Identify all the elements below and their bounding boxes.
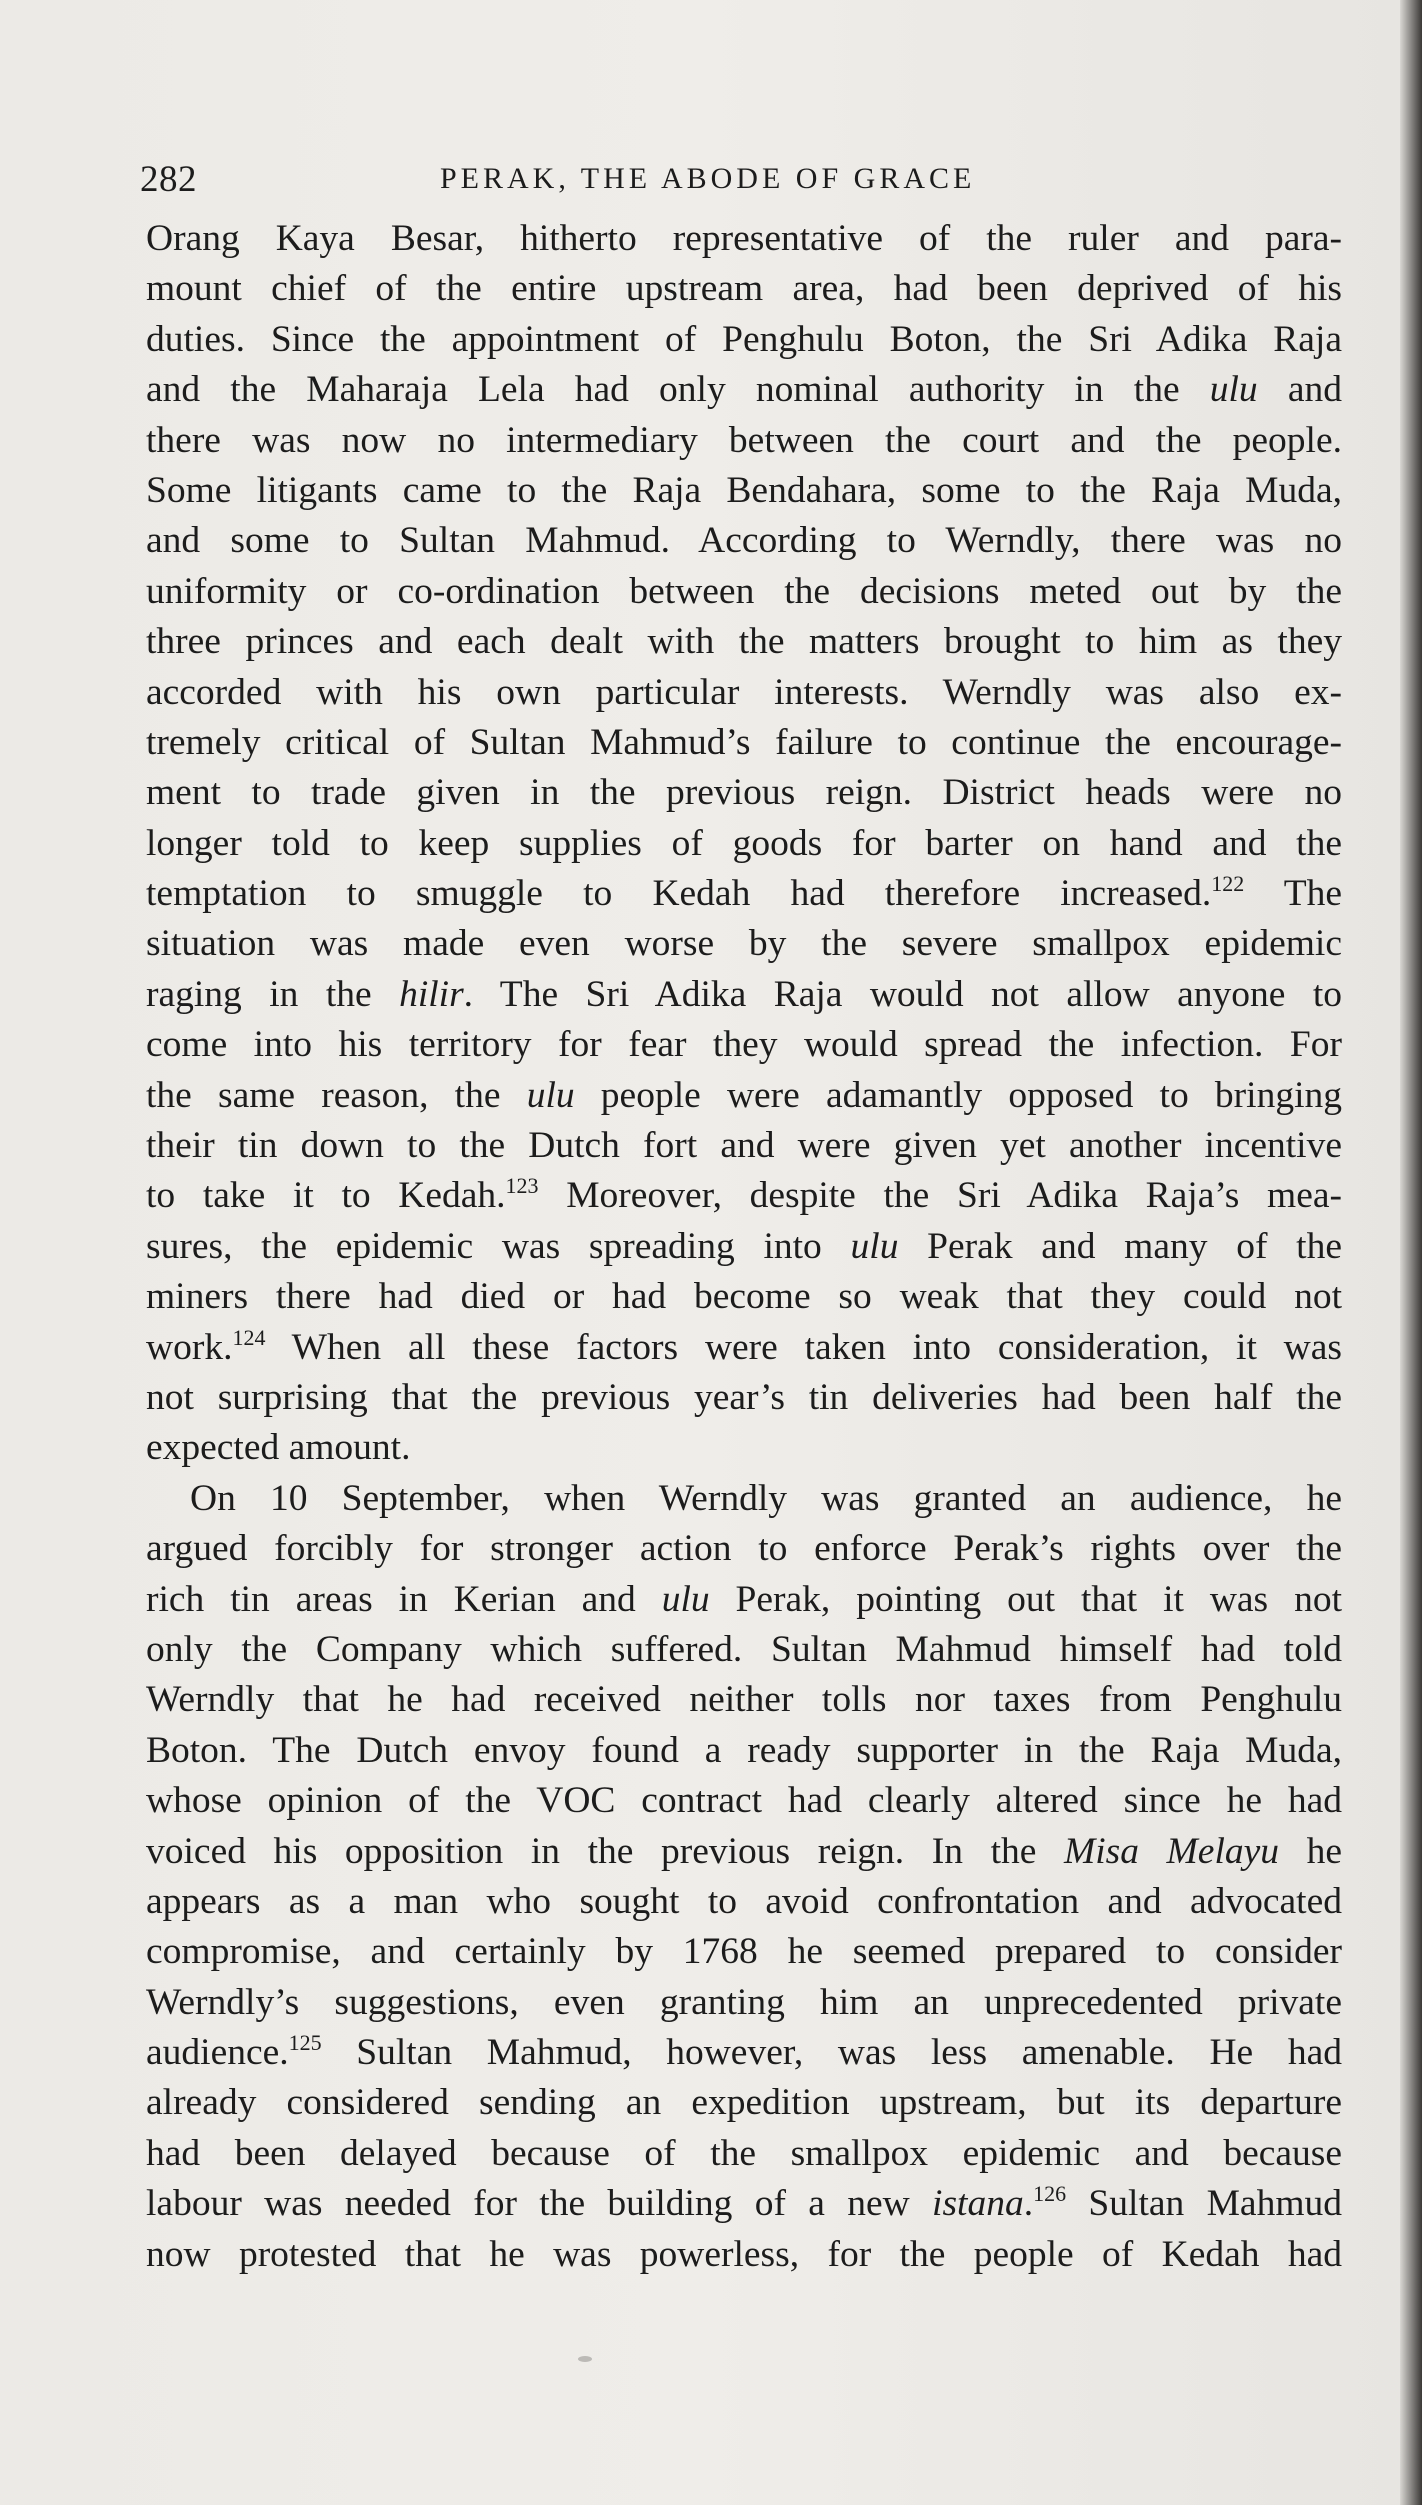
text-segment: their tin down to the Dutch fort and were given yet another incentive xyxy=(146,1125,1342,1167)
text-segment: Some litigants came to the Raja Bendahara, some to the Raja Muda, xyxy=(146,469,1342,511)
text-segment: Perak, pointing out that it was not xyxy=(709,1578,1342,1620)
italic-term: hilir xyxy=(399,973,464,1015)
text-segment: . The Sri Adika Raja would not allow anyone to xyxy=(463,973,1342,1015)
text-segment: On 10 September, when Werndly was granted an audience, he xyxy=(190,1477,1342,1519)
text-line xyxy=(146,2028,1342,2078)
text-line xyxy=(146,2129,1342,2179)
text-line xyxy=(146,768,1342,818)
text-segment: whose opinion of the VOC contract had clearly altered since he had xyxy=(146,1780,1342,1822)
footnote-marker: 122 xyxy=(1211,871,1245,897)
text-segment: Werndly’s suggestions, even granting him an unprecedented private xyxy=(146,1981,1342,2023)
text-segment: Moreover, despite the Sri Adika Raja’s mea- xyxy=(538,1175,1342,1217)
text-line xyxy=(146,718,1342,768)
text-segment: longer told to keep supplies of goods for barter on hand and the xyxy=(146,822,1342,864)
text-segment: work. xyxy=(146,1326,233,1368)
text-segment: already considered sending an expedition upstream, but its departure xyxy=(146,2082,1342,2124)
text-line xyxy=(146,2230,1342,2280)
text-line xyxy=(146,1726,1342,1776)
text-line xyxy=(146,869,1342,919)
footnote-marker: 124 xyxy=(232,1324,266,1350)
text-line xyxy=(146,416,1342,466)
text-segment: situation was made even worse by the severe smallpox epidemic xyxy=(146,923,1342,965)
text-segment: ment to trade given in the previous reign. District heads were no xyxy=(146,772,1342,814)
italic-term: ulu xyxy=(850,1225,899,1267)
text-segment: and some to Sultan Mahmud. According to Werndly, there was no xyxy=(146,520,1342,562)
text-segment: labour was needed for the building of a new xyxy=(146,2183,933,2225)
text-line xyxy=(146,567,1342,617)
running-head: PERAK, THE ABODE OF GRACE xyxy=(440,162,976,195)
text-segment: only the Company which suffered. Sultan Mahmud himself had told xyxy=(146,1628,1342,1670)
text-segment: Werndly that he had received neither tolls nor taxes from Penghulu xyxy=(146,1679,1342,1721)
text-segment: The xyxy=(1244,873,1342,915)
text-segment: expected amount. xyxy=(146,1427,411,1469)
text-line xyxy=(146,1877,1342,1927)
text-line xyxy=(146,919,1342,969)
text-segment: to take it to Kedah. xyxy=(146,1175,506,1217)
text-line xyxy=(146,1575,1342,1625)
text-segment: compromise, and certainly by 1768 he seemed prepared to consider xyxy=(146,1931,1342,1973)
footnote-marker: 126 xyxy=(1033,2181,1067,2207)
italic-term: ulu xyxy=(1209,369,1258,411)
text-line xyxy=(146,315,1342,365)
text-line xyxy=(146,1827,1342,1877)
text-line xyxy=(146,819,1342,869)
text-line xyxy=(146,214,1342,264)
footnote-marker: 123 xyxy=(505,1173,539,1199)
text-line xyxy=(146,1423,1342,1473)
text-segment: there was now no intermediary between the court and the people. xyxy=(146,419,1342,461)
text-segment: sures, the epidemic was spreading into xyxy=(146,1225,851,1267)
italic-term: Misa Melayu xyxy=(1063,1830,1280,1872)
text-segment: Boton. The Dutch envoy found a ready supporter in the Raja Muda, xyxy=(146,1729,1342,1771)
book-spine-shadow xyxy=(1400,0,1422,2505)
text-segment: uniformity or co-ordination between the decisions meted out by the xyxy=(146,570,1342,612)
body-text xyxy=(146,214,1342,2280)
text-segment: the same reason, the xyxy=(146,1074,527,1116)
footnote-marker: 125 xyxy=(288,2030,322,2056)
text-segment: Sultan Mahmud xyxy=(1066,2183,1342,2225)
paper-speck xyxy=(578,2356,592,2362)
text-segment: temptation to smuggle to Kedah had therefore increased. xyxy=(146,873,1212,915)
text-line xyxy=(146,2179,1342,2229)
text-line xyxy=(146,1222,1342,1272)
text-segment: had been delayed because of the smallpox epidemic and because xyxy=(146,2132,1342,2174)
text-line xyxy=(146,1323,1342,1373)
italic-term: ulu xyxy=(661,1578,710,1620)
text-line xyxy=(146,1978,1342,2028)
text-segment: not surprising that the previous year’s tin deliveries had been half the xyxy=(146,1376,1342,1418)
text-segment: mount chief of the entire upstream area, had been deprived of his xyxy=(146,268,1342,310)
text-segment: voiced his opposition in the previous reign. In the xyxy=(146,1830,1064,1872)
text-line xyxy=(146,1675,1342,1725)
text-line xyxy=(146,2078,1342,2128)
text-segment: three princes and each dealt with the matters brought to him as they xyxy=(146,621,1342,663)
text-segment: appears as a man who sought to avoid confrontation and advocated xyxy=(146,1880,1342,1922)
text-segment: . xyxy=(1023,2183,1034,2225)
text-line xyxy=(146,1272,1342,1322)
text-segment: people were adamantly opposed to bringing xyxy=(574,1074,1342,1116)
text-line xyxy=(146,1625,1342,1675)
text-segment: and xyxy=(1257,369,1342,411)
text-line xyxy=(146,1121,1342,1171)
text-segment: rich tin areas in Kerian and xyxy=(146,1578,662,1620)
text-line xyxy=(146,1020,1342,1070)
text-segment: When all these factors were taken into consideration, it was xyxy=(265,1326,1342,1368)
page-header xyxy=(140,158,1340,208)
text-line xyxy=(146,516,1342,566)
text-line xyxy=(146,1474,1342,1524)
text-line xyxy=(146,617,1342,667)
text-line xyxy=(146,970,1342,1020)
text-segment: he xyxy=(1279,1830,1342,1872)
text-segment: miners there had died or had become so weak that they could not xyxy=(146,1276,1342,1318)
text-segment: and the Maharaja Lela had only nominal authority in the xyxy=(146,369,1210,411)
text-segment: Perak and many of the xyxy=(898,1225,1342,1267)
text-line xyxy=(146,668,1342,718)
page-number: 282 xyxy=(140,159,197,200)
text-segment: audience. xyxy=(146,2032,289,2074)
text-segment: argued forcibly for stronger action to enforce Perak’s rights over the xyxy=(146,1528,1342,1570)
text-segment: tremely critical of Sultan Mahmud’s failure to continue the encourage- xyxy=(146,721,1342,763)
text-segment: raging in the xyxy=(146,973,400,1015)
text-line xyxy=(146,264,1342,314)
text-segment: duties. Since the appointment of Penghulu Boton, the Sri Adika Raja xyxy=(146,318,1342,360)
text-segment: come into his territory for fear they would spread the infection. For xyxy=(146,1024,1342,1066)
italic-term: ulu xyxy=(526,1074,575,1116)
text-segment: Sultan Mahmud, however, was less amenable. He had xyxy=(321,2032,1342,2074)
text-line xyxy=(146,1524,1342,1574)
text-segment: accorded with his own particular interests. Werndly was also ex- xyxy=(146,671,1342,713)
text-line xyxy=(146,1927,1342,1977)
text-line xyxy=(146,365,1342,415)
text-line xyxy=(146,466,1342,516)
text-segment: now protested that he was powerless, for the people of Kedah had xyxy=(146,2233,1342,2275)
italic-term: istana xyxy=(932,2183,1024,2225)
text-line xyxy=(146,1776,1342,1826)
text-line xyxy=(146,1071,1342,1121)
text-line xyxy=(146,1373,1342,1423)
text-segment: Orang Kaya Besar, hitherto representative of the ruler and para- xyxy=(146,218,1342,259)
text-line xyxy=(146,1171,1342,1221)
